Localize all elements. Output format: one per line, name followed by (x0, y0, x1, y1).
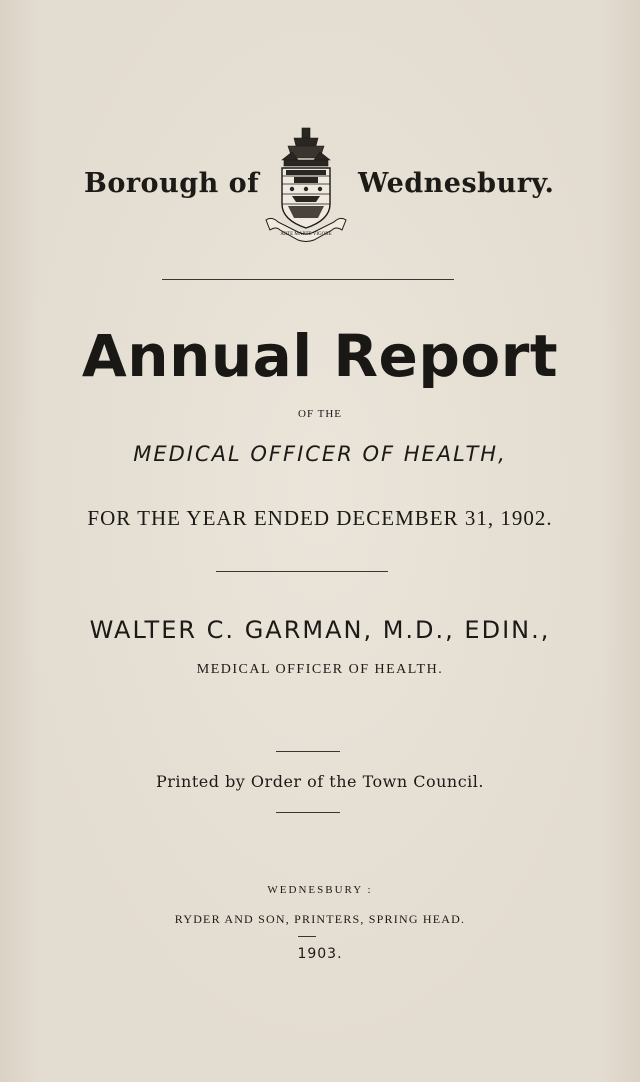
divider-rule (162, 279, 454, 280)
divider-rule (276, 751, 340, 752)
year-line: FOR THE YEAR ENDED DECEMBER 31, 1902. (87, 506, 553, 530)
coat-of-arms-icon (258, 124, 354, 242)
author-role: MEDICAL OFFICER OF HEALTH. (196, 662, 444, 677)
imprint-year: 1903. (297, 946, 343, 962)
subtitle-of-the: OF THE (298, 408, 342, 420)
divider-rule (216, 571, 388, 572)
author-name: WALTER C. GARMAN, M.D., EDIN., (89, 616, 551, 644)
header-left-text: Borough of (84, 168, 260, 199)
divider-rule (298, 936, 316, 937)
header-right-text: Wednesbury. (358, 168, 555, 199)
imprint-place: WEDNESBURY : (267, 884, 373, 896)
crest-motto: ARTE MARTE VIGORE (280, 232, 332, 237)
page-title: Annual Report (81, 322, 559, 390)
officer-title: MEDICAL OFFICER OF HEALTH, (133, 442, 507, 466)
imprint-printers: RYDER AND SON, PRINTERS, SPRING HEAD. (174, 912, 466, 926)
printed-by-text: Printed by Order of the Town Council. (156, 772, 484, 791)
divider-rule (276, 812, 340, 813)
